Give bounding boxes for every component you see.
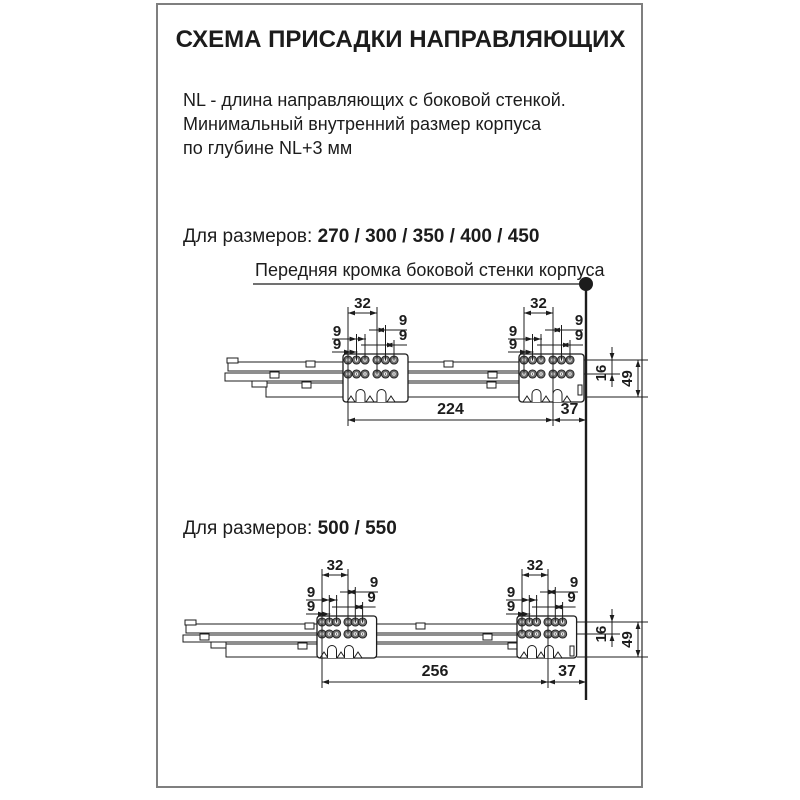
front-edge-label: Передняя кромка боковой стенки корпуса (255, 260, 605, 280)
dim-9: 9 (569, 574, 579, 591)
dim-length: 256 (421, 663, 449, 680)
dim-9: 9 (574, 327, 584, 344)
dim-9: 9 (398, 327, 408, 344)
dim-32: 32 (354, 295, 371, 312)
sizes-values-1: 270 / 300 / 350 / 400 / 450 (317, 226, 540, 247)
dim-9: 9 (506, 598, 516, 615)
dim-9: 9 (508, 336, 518, 353)
dim-32: 32 (530, 295, 547, 312)
dim-32: 32 (526, 557, 544, 574)
dim-49: 49 (619, 370, 636, 387)
sizes-values-2: 500 / 550 (317, 518, 397, 539)
dim-9: 9 (369, 574, 379, 591)
dim-9: 9 (567, 589, 576, 606)
dim-9: 9 (332, 323, 342, 340)
dim-37: 37 (558, 663, 576, 680)
sizes-label-1: Для размеров: (183, 226, 313, 247)
sizes-heading-2 (183, 518, 397, 540)
dim-length: 224 (437, 401, 464, 418)
intro-line-3: по глубине NL+3 мм (183, 138, 353, 158)
intro-line-2: Минимальный внутренний размер корпуса (183, 114, 542, 134)
intro-line-1: NL - длина направляющих с боковой стенкой. (183, 90, 566, 110)
dim-16: 16 (593, 364, 610, 382)
dim-16: 16 (593, 625, 610, 643)
dim-37: 37 (560, 401, 579, 418)
sizes-heading-1 (183, 226, 539, 248)
dim-9: 9 (306, 584, 316, 601)
sizes-label-2: Для размеров: (183, 518, 313, 539)
dim-9: 9 (332, 336, 342, 353)
dim-9: 9 (506, 584, 516, 601)
dim-49: 49 (619, 631, 636, 648)
dim-32: 32 (326, 557, 344, 574)
dim-9: 9 (508, 323, 518, 340)
intro-text (183, 88, 566, 160)
dim-9: 9 (398, 312, 408, 329)
dim-9: 9 (306, 598, 316, 615)
dim-9: 9 (574, 312, 584, 329)
page-title: СХЕМА ПРИСАДКИ НАПРАВЛЯЮЩИХ (175, 26, 626, 53)
dim-9: 9 (367, 589, 376, 606)
